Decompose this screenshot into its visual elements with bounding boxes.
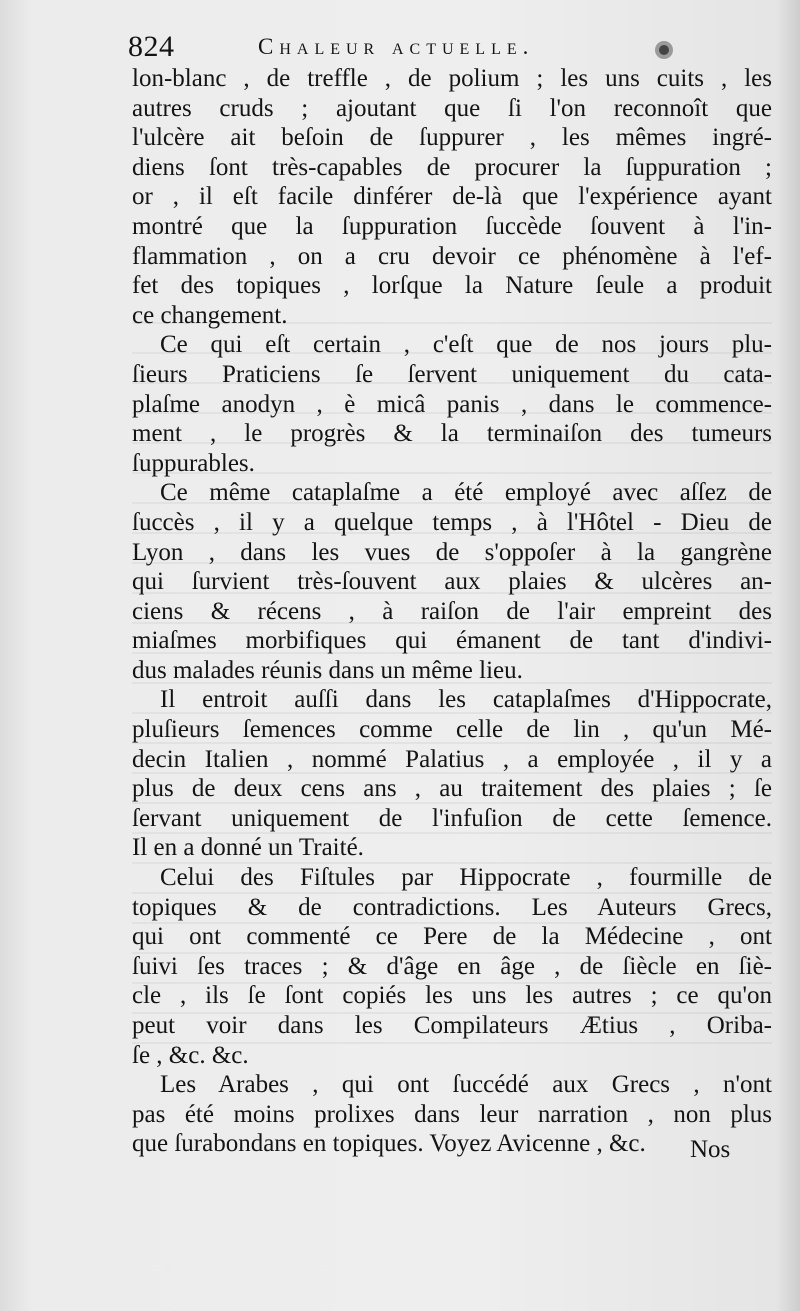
text-line: diens ſont très-capables de procurer la ſuppuration ;	[132, 153, 772, 181]
text-line: qui ſurvient très-ſouvent aux plaies & ulcères an-	[132, 568, 772, 596]
text-line: fet des topiques , lorſque la Nature ſeule a produit	[132, 272, 772, 300]
text-line: ſuccès , il y a quelque temps , à l'Hôtel - Dieu de	[132, 508, 772, 536]
text-line: ſieurs Praticiens ſe ſervent uniquement du cata-	[132, 360, 772, 388]
text-line: ſe , &c. &c.	[132, 1041, 249, 1069]
text-line: Celui des Fiſtules par Hippocrate , fourmille de	[160, 864, 772, 892]
paragraph	[132, 685, 772, 863]
text-line: lon-blanc , de treffle , de polium ; les uns cuits , les	[132, 65, 772, 92]
text-line: plaſme anodyn , è micâ panis , dans le commence-	[132, 390, 772, 418]
text-line: peut voir dans les Compilateurs Ætius , Oriba-	[132, 1012, 772, 1039]
text-line: que ſurabondans en topiques. Voyez Avicenne , &c.	[132, 1130, 646, 1158]
fleuron-icon	[650, 36, 678, 64]
catchword: Nos	[690, 1136, 731, 1163]
paragraph	[132, 330, 772, 478]
text-line: miaſmes morbifiques qui émanent de tant d'indivi-	[132, 627, 772, 655]
body-text	[132, 64, 772, 1159]
page-number: 824	[128, 30, 175, 63]
text-line: pluſieurs ſemences comme celle de lin , qu'un Mé-	[132, 716, 772, 744]
text-line: qui ont commenté ce Pere de la Médecine , ont	[132, 923, 772, 951]
text-line: decin Italien , nommé Palatius , a employée , il y a	[132, 745, 772, 773]
text-line: ſuivi ſes traces ; & d'âge en âge , de ſiècle en ſiè-	[132, 952, 772, 980]
text-line: ce changement.	[132, 301, 288, 329]
text-line: Il en a donné un Traité.	[132, 834, 364, 862]
text-line: ment , le progrès & la terminaiſon des tumeurs	[132, 420, 772, 448]
text-line: Lyon , dans les vues de s'oppoſer à la gangrène	[132, 538, 772, 566]
text-line: Ce qui eſt certain , c'eſt que de nos jours plu-	[160, 331, 772, 359]
running-head: Chaleur actuelle.	[258, 34, 535, 59]
text-line: montré que la ſuppuration ſuccède ſouvent à l'in-	[132, 212, 772, 240]
text-line: pas été moins prolixes dans leur narration , non plus	[132, 1100, 772, 1128]
text-line: flammation , on a cru devoir ce phénomène à l'ef-	[132, 242, 772, 270]
text-line: Ce même cataplaſme a été employé avec aſſez de	[160, 479, 772, 507]
text-line: autres cruds ; ajoutant que ſi l'on reconnoît que	[132, 94, 772, 122]
text-line: ſuppurables.	[132, 449, 255, 477]
page-header	[128, 30, 688, 66]
text-line: dus malades réunis dans un même lieu.	[132, 656, 523, 684]
text-line: ſervant uniquement de l'infuſion de cette ſemence.	[132, 804, 772, 832]
text-line: or , il eſt facile dinférer de-là que l'expérience ayant	[132, 183, 772, 211]
text-line: Les Arabes , qui ont ſuccédé aux Grecs , n'ont	[160, 1071, 772, 1099]
page-edge-shadow	[776, 0, 800, 1311]
paragraph	[132, 1070, 772, 1159]
text-line: cle , ils ſe ſont copiés les uns les autres ; ce qu'on	[132, 982, 772, 1010]
text-line: plus de deux cens ans , au traitement des plaies ; ſe	[132, 775, 772, 803]
paragraph	[132, 478, 772, 685]
text-line: ciens & récens , à raiſon de l'air empreint des	[132, 597, 772, 625]
text-line: topiques & de contradictions. Les Auteurs Grecs,	[132, 893, 772, 921]
paragraph	[132, 64, 772, 330]
text-line: Il entroit auſſi dans les cataplaſmes d'Hippocrate,	[160, 686, 772, 714]
text-line: l'ulcère ait beſoin de ſuppurer , les mêmes ingré-	[132, 124, 772, 152]
paragraph	[132, 863, 772, 1070]
